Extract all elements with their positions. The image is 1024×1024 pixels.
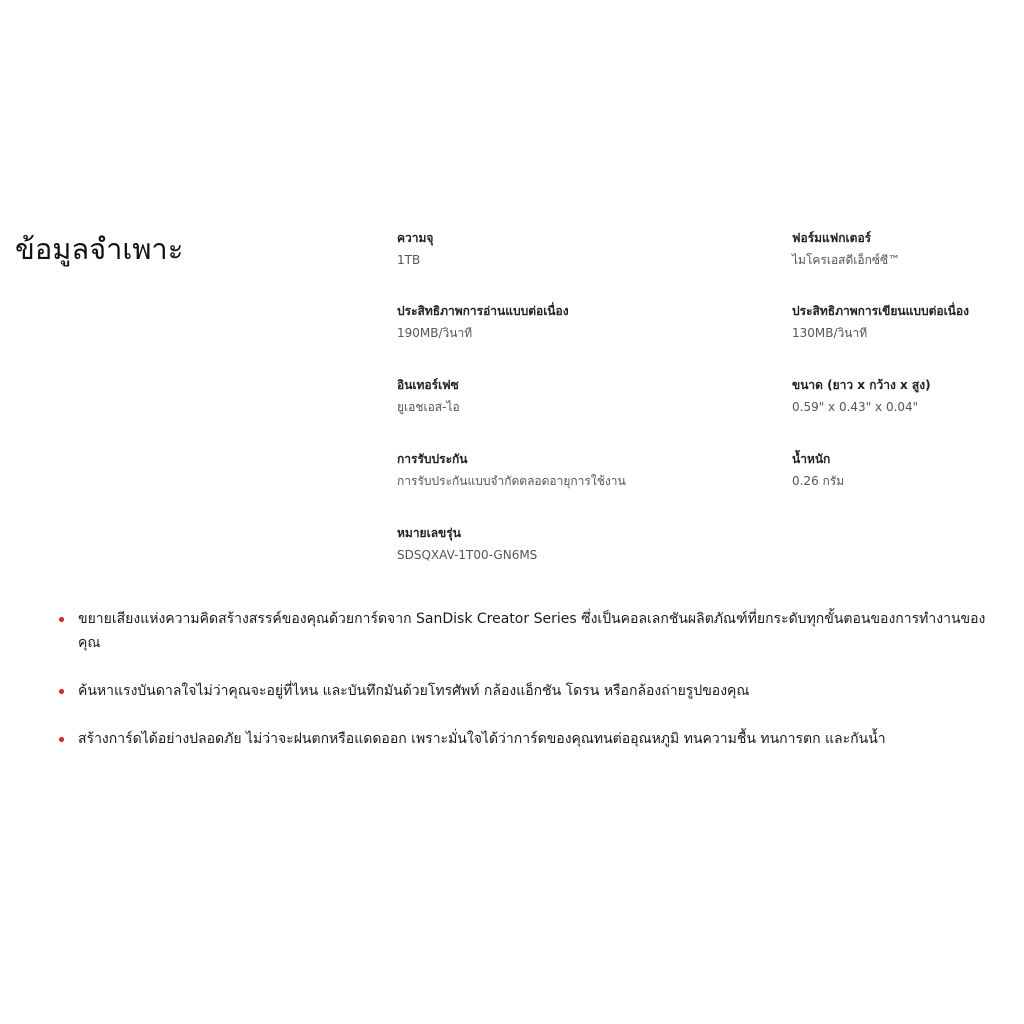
spec-value: SDSQXAV-1T00-GN6MS	[397, 548, 538, 562]
spec-value: การรับประกันแบบจำกัดตลอดอายุการใช้งาน	[397, 474, 626, 488]
spec-label: ขนาด (ยาว x กว้าง x สูง)	[792, 378, 931, 392]
bullet-dot-icon	[59, 689, 64, 694]
spec-label: น้ำหนัก	[792, 452, 831, 466]
spec-warranty	[397, 451, 627, 489]
spec-read-speed	[397, 303, 627, 341]
feature-text: สร้างการ์ดได้อย่างปลอดภัย ไม่ว่าจะฝนตกหรือแดดออก เพราะมั่นใจได้ว่าการ์ดของคุณทนต่ออุณหภูมิ ทนความชื้น ทนการตก และกันน้ำ	[78, 731, 886, 747]
list-item	[58, 607, 988, 655]
spec-dimensions	[792, 377, 1022, 415]
section-title: ข้อมูลจำเพาะ	[15, 232, 184, 266]
spec-value: 130MB/วินาที	[792, 326, 868, 340]
spec-label: ความจุ	[397, 231, 434, 245]
feature-list	[58, 607, 988, 775]
spec-write-speed	[792, 303, 1022, 341]
spec-value: 190MB/วินาที	[397, 326, 473, 340]
bullet-dot-icon	[59, 737, 64, 742]
spec-label: อินเทอร์เฟซ	[397, 378, 459, 392]
list-item	[58, 727, 988, 751]
spec-weight	[792, 451, 1022, 489]
spec-label: การรับประกัน	[397, 452, 468, 466]
spec-label: หมายเลขรุ่น	[397, 526, 461, 540]
spec-value: ยูเอชเอส-ไอ	[397, 400, 460, 414]
spec-value: 0.26 กรัม	[792, 474, 845, 488]
spec-model	[397, 525, 627, 563]
spec-value: 1TB	[397, 253, 421, 267]
spec-capacity	[397, 230, 627, 268]
feature-text: ค้นหาแรงบันดาลใจไม่ว่าคุณจะอยู่ที่ไหน และบันทึกมันด้วยโทรศัพท์ กล้องแอ็กชัน โดรน หรือกล้องถ่ายรูปของคุณ	[78, 683, 750, 699]
spec-label: ประสิทธิภาพการเขียนแบบต่อเนื่อง	[792, 304, 969, 318]
spec-label: ประสิทธิภาพการอ่านแบบต่อเนื่อง	[397, 304, 569, 318]
spec-form-factor	[792, 230, 1022, 268]
feature-text: ขยายเสียงแห่งความคิดสร้างสรรค์ของคุณด้วยการ์ดจาก SanDisk Creator Series ซึ่งเป็นคอลเลกชันผลิตภัณฑ์ที่ยกระดับทุกขั้นตอนของการทำงานของคุณ	[78, 611, 986, 651]
spec-value: 0.59" x 0.43" x 0.04"	[792, 400, 919, 414]
spec-value: ไมโครเอสดีเอ็กซ์ซี™	[792, 253, 901, 267]
spec-label: ฟอร์มแฟกเตอร์	[792, 231, 872, 245]
list-item	[58, 679, 988, 703]
bullet-dot-icon	[59, 617, 64, 622]
spec-interface	[397, 377, 627, 415]
